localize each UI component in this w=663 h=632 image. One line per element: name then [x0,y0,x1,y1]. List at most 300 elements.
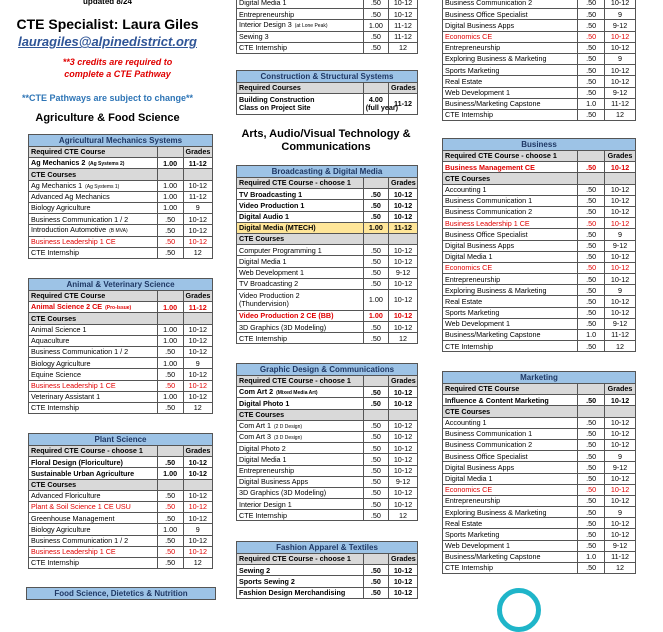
grade-value: 10-12 [605,495,636,506]
grade-value: 10-12 [183,214,212,225]
course-label: Animal Science 1 [31,325,87,335]
credit-label: .50 [586,32,597,42]
course-name [237,189,364,200]
table-row [29,524,213,535]
course-name [237,256,364,267]
course-label: Digital Media 1 [239,454,287,464]
course-label-line2: (Thundervision) [239,298,289,308]
grade-value: 10-12 [605,262,636,273]
grade-value: 9 [605,507,636,518]
course-label: Business Communication 1 / 2 [31,347,129,357]
course-label: Com Art 2 [239,387,274,397]
credit-value [363,211,388,222]
course-label: Entrepreneurship [239,465,295,475]
table-subheader [443,173,636,184]
grade-value: 9-12 [605,462,636,473]
grade-value: 11-12 [389,94,418,115]
credit-value [578,109,605,120]
credit-value [363,310,388,321]
course-label: Exploring Business & Marketing [445,285,547,295]
table-row [443,20,636,31]
ag-mech-table [28,134,213,259]
course-label: Video Production 2 CE (BB) [239,311,334,321]
course-name [29,490,158,501]
grade-value: 10-12 [605,251,636,262]
grade-value: Grades [389,376,418,387]
course-name [29,236,158,247]
grade-value: 10-12 [389,398,418,409]
course-name [443,417,578,428]
credit-value [363,189,388,200]
course-label: Interior Design 3 [239,20,292,30]
credit-value [363,431,388,442]
course-name [237,510,364,521]
course-label: Advanced Floriculture [31,491,101,501]
table-row [29,358,213,369]
credit-label: .50 [370,256,381,266]
table-row [29,225,213,236]
table-row [237,576,418,587]
course-label: Business Communication 1 [445,196,533,206]
credit-value [363,409,388,420]
credit-value [578,218,605,229]
credit-label: .50 [586,65,597,75]
credit-label: .50 [586,308,597,318]
business-table [442,138,636,352]
course-name [237,200,364,211]
course-label: Required CTE Course - choose 1 [239,554,351,564]
table-row [443,451,636,462]
credit-value [157,191,183,202]
grade-value: 9 [605,451,636,462]
course-name [443,507,578,518]
course-label: Sustainable Urban Agriculture [31,468,135,478]
credit-value [157,369,183,380]
credit-value [157,391,183,402]
credit-label: 1.0 [586,99,597,109]
table-row [237,387,418,398]
course-label: Ag Mechanics 2 [31,158,86,168]
course-label: Digital Photo 1 [239,398,290,408]
table-subheader [443,406,636,417]
table-row [29,324,213,335]
credit-label: .50 [586,0,597,8]
grade-value: 11-12 [389,222,418,233]
course-label: Sports Marketing [445,529,500,539]
grade-value: 9 [183,202,212,213]
grade-value [183,169,212,180]
course-name [29,225,158,236]
grade-value: 10-12 [183,369,212,380]
table-row [443,330,636,341]
course-label: TV Broadcasting 1 [239,189,303,199]
course-name [443,428,578,439]
course-name [237,476,364,487]
ag-section-title: Agriculture & Food Science [35,112,180,124]
table-row [29,535,213,546]
course-label: Required CTE Course - choose 1 [31,446,143,456]
course-name [29,180,158,191]
course-name [29,324,158,335]
course-name [443,518,578,529]
credit-label: .50 [370,322,381,332]
grade-value: 10-12 [183,335,212,346]
course-name [443,42,578,53]
grade-value: 10-12 [605,206,636,217]
course-label: Required CTE Course - choose 1 [239,178,351,188]
credit-label: .50 [370,200,381,210]
table-row [237,20,418,31]
course-label: Required CTE Course - choose 1 [239,376,351,386]
table-row [29,335,213,346]
credit-value [578,296,605,307]
course-label: Video Production 2 [239,290,300,300]
course-label: CTE Courses [31,480,77,490]
credit-label: 1.00 [368,311,383,321]
grade-value: 10-12 [605,417,636,428]
credit-label: .50 [370,189,381,199]
credit-label: .50 [586,496,597,506]
credit-label: .50 [586,518,597,528]
course-label: Business Leadership 1 CE [31,547,116,557]
table-row [443,0,636,9]
course-label: Business/Marketing Capstone [445,552,541,562]
course-name [443,473,578,484]
course-label: TV Broadcasting 2 [239,279,299,289]
course-name [443,274,578,285]
credit-value [363,443,388,454]
credit-label: 1.00 [368,223,383,233]
course-label: CTE Internship [31,248,79,258]
table-title: Fashion Apparel & Textiles [237,542,418,554]
grade-value: 10-12 [183,236,212,247]
table-title: Animal & Veterinary Science [29,279,213,291]
credit-label: .50 [586,473,597,483]
animal-vet-table [28,278,213,414]
credit-value [363,322,388,333]
course-label: Digital Media 1 [239,256,287,266]
course-name [237,289,364,310]
credit-value [578,540,605,551]
course-name [237,333,364,344]
credit-value [363,587,388,598]
course-name [29,380,158,391]
course-label: Floral Design (Floriculture) [31,457,123,467]
table-row [443,87,636,98]
course-name [443,151,578,162]
course-name [237,322,364,333]
credit-label: .50 [370,0,381,8]
table-title: Agricultural Mechanics Systems [29,135,213,147]
grade-value: 12 [389,42,418,53]
grade-value: 11-12 [389,20,418,31]
table-row [443,184,636,195]
credit-value [157,513,183,524]
credit-value [363,245,388,256]
course-name [237,465,364,476]
course-name [29,346,158,357]
table-subheader [237,409,418,420]
course-label: CTE Internship [445,110,493,120]
credit-value [578,285,605,296]
grade-value: 10-12 [389,289,418,310]
course-label: CTE Courses [445,173,491,183]
course-name [443,495,578,506]
grade-value: 10-12 [389,420,418,431]
grade-value: 10-12 [389,189,418,200]
course-name [29,457,158,468]
course-label: Digital Business Apps [445,462,515,472]
course-name [237,387,364,398]
credit-value [578,318,605,329]
credit-label: .50 [370,576,381,586]
course-name [443,330,578,341]
course-name [237,31,364,42]
course-name [443,20,578,31]
table-row [237,222,418,233]
course-label: Web Development 1 [239,267,304,277]
credit-value [157,225,183,236]
credit-value [578,417,605,428]
credit-value [157,180,183,191]
grade-value: 10-12 [389,0,418,9]
course-label: Biology Agriculture [31,524,91,534]
course-label: Influence & Content Marketing [445,395,549,405]
credit-value [578,151,605,162]
course-label: Fashion Design Merchandising [239,588,346,598]
course-note: (Pro-Issue) [105,305,132,312]
credit-value [157,457,183,468]
grade-value: 10-12 [605,218,636,229]
credit-value [157,446,183,457]
table-row [443,307,636,318]
course-label: Biology Agriculture [31,358,91,368]
credit-value [578,274,605,285]
credit-value [578,439,605,450]
table-row [443,428,636,439]
credit-value [578,341,605,352]
table-row [237,322,418,333]
course-label: Business Communication 1 / 2 [31,535,129,545]
course-name [443,162,578,173]
grade-value: 10-12 [605,65,636,76]
grade-value: 10-12 [183,391,212,402]
table-row [237,333,418,344]
table-row [443,262,636,273]
table-row [443,65,636,76]
table-row [443,162,636,173]
course-label: Business Office Specialist [445,9,528,19]
credit-label: .50 [586,43,597,53]
course-label: Digital Business Apps [239,477,309,487]
credit-label: .50 [586,196,597,206]
credit-label: 1.00 [163,392,178,402]
graphic-design-table [236,363,418,521]
table-row [443,53,636,64]
grade-value: 10-12 [605,518,636,529]
grade-value: 9-12 [605,540,636,551]
credit-label: 1.00 [368,294,383,304]
course-name [237,83,364,94]
grade-value: 9 [183,358,212,369]
credit-value [363,499,388,510]
course-name [29,169,158,180]
credit-value [578,9,605,20]
credit-label: .50 [586,485,597,495]
arts-section-title: Arts, Audio/Visual Technology & Communications [241,128,411,154]
table-row [29,557,213,568]
table-row [237,310,418,321]
course-label: Required CTE Course [445,384,520,394]
grade-value: 12 [183,557,212,568]
grade-value: 10-12 [605,274,636,285]
grade-value: Grades [183,446,212,457]
table-row [443,551,636,562]
grade-value [605,406,636,417]
table-row [443,484,636,495]
grade-value: 10-12 [605,76,636,87]
credit-value [578,563,605,574]
course-name [237,576,364,587]
credit-value [578,229,605,240]
credit-value [363,0,388,9]
course-label: CTE Internship [445,563,493,573]
grade-value: 9 [605,53,636,64]
course-name [237,278,364,289]
credit-label: .50 [165,225,176,235]
credit-value [363,554,388,565]
credit-value [578,307,605,318]
credit-value [363,454,388,465]
credit-value [157,535,183,546]
table-row [443,341,636,352]
credit-label: .50 [165,236,176,246]
course-name [29,535,158,546]
course-label: Digital Media 1 [239,0,287,8]
credit-label: .50 [370,333,381,343]
grade-value: 10-12 [389,565,418,576]
course-name [443,87,578,98]
course-label: Exploring Business & Marketing [445,507,547,517]
credit-label: .50 [165,502,176,512]
course-label: CTE Courses [445,406,491,416]
table-row [443,417,636,428]
course-label: Com Art 1 [239,420,271,430]
grade-value: Grades [183,291,212,302]
course-note: (2 D Design) [273,423,303,430]
table-subheader [29,291,213,302]
course-label: Real Estate [445,296,483,306]
course-label: 3D Graphics (3D Modeling) [239,488,327,498]
course-label: CTE Courses [31,313,77,323]
credit-value [578,428,605,439]
course-label: Economics CE [445,32,493,42]
table-row [443,507,636,518]
credit-label: .50 [586,110,597,120]
course-label: Entrepreneurship [445,274,501,284]
table-row [237,289,418,310]
grade-value: 10-12 [183,225,212,236]
grade-value: 10-12 [389,256,418,267]
table-row [443,563,636,574]
course-label: Business Communication 2 [445,0,533,8]
course-label: Entrepreneurship [445,496,501,506]
grade-value: 12 [605,109,636,120]
credit-value [157,158,183,169]
course-name [443,563,578,574]
course-name [29,557,158,568]
table-row [237,200,418,211]
table-row [29,513,213,524]
credit-value [578,473,605,484]
grade-value: 10-12 [183,490,212,501]
course-label: Required CTE Course [31,147,106,157]
course-name [443,76,578,87]
credit-label: .50 [586,207,597,217]
credit-label: .50 [370,510,381,520]
course-note: (3 D Design) [273,435,303,442]
table-row [29,346,213,357]
table-title: Food Science, Dietetics & Nutrition [27,588,216,600]
course-name [237,420,364,431]
course-label: CTE Internship [31,403,79,413]
credit-value [363,31,388,42]
credit-label: .50 [165,347,176,357]
course-name [237,233,364,244]
course-name [237,9,364,20]
table-row [237,94,418,115]
course-name [443,109,578,120]
credit-value [363,565,388,576]
credit-label: .50 [370,212,381,222]
course-name [237,554,364,565]
grade-value: Grades [183,147,212,158]
course-label: CTE Internship [31,558,79,568]
course-name [29,369,158,380]
credit-label: .50 [370,267,381,277]
credit-value [157,202,183,213]
table-row [237,31,418,42]
table-row [237,510,418,521]
course-name [443,65,578,76]
credit-value [578,495,605,506]
table-row [29,391,213,402]
course-name [29,358,158,369]
credit-label: .50 [586,429,597,439]
table-row [29,369,213,380]
course-name [237,310,364,321]
grade-value: 10-12 [605,428,636,439]
credit-value [578,529,605,540]
credit-label: .50 [370,398,381,408]
grade-value: 10-12 [389,443,418,454]
credit-value [578,406,605,417]
credit-value [363,83,388,94]
credit-label: .50 [165,558,176,568]
credit-label: 1.0 [586,330,597,340]
credit-value [578,42,605,53]
course-name [443,195,578,206]
course-label: Equine Science [31,369,81,379]
table-row [237,476,418,487]
table-row [443,31,636,42]
credit-label: .50 [586,296,597,306]
specialist-email[interactable]: lauragiles@alpinedistrict.org [18,34,197,49]
grade-value: 11-12 [183,158,212,169]
course-label: Entrepreneurship [239,9,295,19]
course-note: (Ag Systems 2) [88,161,125,168]
course-note: (Mixed Media Art) [276,390,318,397]
